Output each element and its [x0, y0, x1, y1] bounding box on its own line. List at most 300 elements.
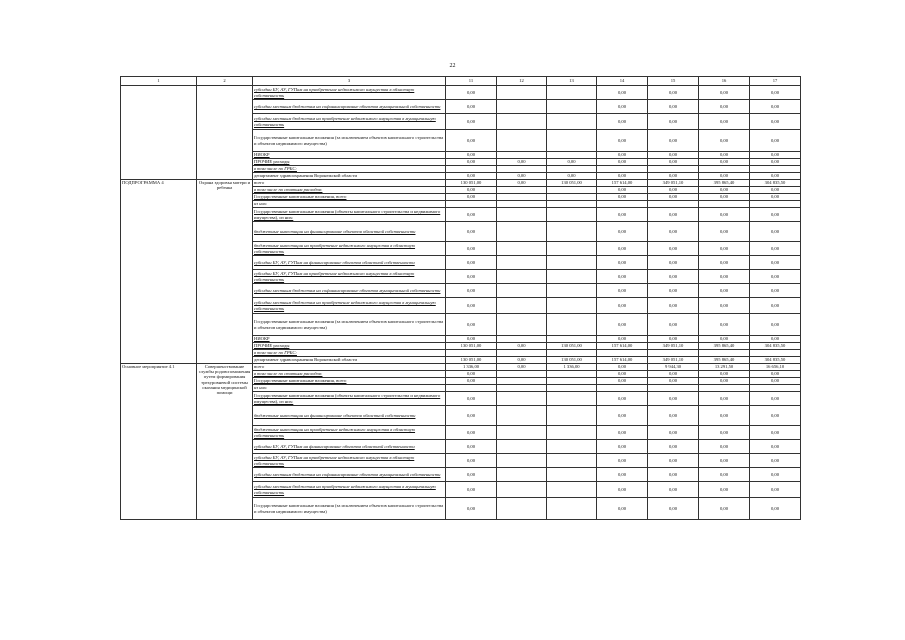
amount-cell: 0,00: [446, 314, 497, 336]
amount-cell: [597, 166, 648, 173]
amount-cell: 0,00: [446, 406, 497, 426]
amount-cell: 130 051,00: [446, 180, 497, 187]
expense-item-label: ПРОЧИЕ расходы: [253, 159, 446, 166]
expense-item-label: в том числе по ГРБС:: [253, 166, 446, 173]
amount-cell: 0,00: [648, 482, 699, 498]
amount-cell: [648, 385, 699, 392]
amount-cell: 0,00: [699, 298, 750, 314]
amount-cell: [547, 222, 597, 242]
amount-cell: [597, 385, 648, 392]
amount-cell: 0,00: [446, 298, 497, 314]
table-body: [121, 86, 801, 520]
amount-cell: [497, 242, 547, 256]
amount-cell: [547, 336, 597, 343]
expense-item-label: субсидии БУ, АУ, ГУПам на приобретение недвижимого имущества в областную собственность: [253, 86, 446, 100]
table-row: [121, 86, 801, 100]
column-header: 3: [253, 77, 446, 86]
amount-cell: 0,00: [699, 284, 750, 298]
amount-cell: 0,00: [597, 222, 648, 242]
expense-item-label: субсидии местным бюджетам на приобретение недвижимого имущества в муниципальную собственность: [253, 298, 446, 314]
amount-cell: 0,00: [750, 426, 801, 440]
amount-cell: [497, 336, 547, 343]
amount-cell: 0,00: [597, 364, 648, 371]
amount-cell: 0,00: [699, 468, 750, 482]
amount-cell: [547, 350, 597, 357]
amount-cell: [497, 152, 547, 159]
amount-cell: [446, 385, 497, 392]
amount-cell: 0,00: [750, 100, 801, 114]
amount-cell: 0,00: [648, 498, 699, 520]
amount-cell: 0,00: [597, 406, 648, 426]
amount-cell: [699, 350, 750, 357]
amount-cell: 0,00: [648, 173, 699, 180]
amount-cell: 0,00: [497, 180, 547, 187]
amount-cell: 0,00: [597, 314, 648, 336]
amount-cell: 0,00: [597, 371, 648, 378]
amount-cell: [597, 350, 648, 357]
amount-cell: 0,00: [750, 482, 801, 498]
amount-cell: [547, 256, 597, 270]
amount-cell: 0,00: [750, 208, 801, 222]
amount-cell: 349 051,10: [648, 357, 699, 364]
amount-cell: 0,00: [597, 284, 648, 298]
amount-cell: 0,00: [750, 378, 801, 385]
amount-cell: [497, 130, 547, 152]
amount-cell: 0,00: [750, 406, 801, 426]
amount-cell: 0,00: [597, 392, 648, 406]
amount-cell: 0,00: [648, 270, 699, 284]
amount-cell: 1 336,00: [547, 364, 597, 371]
amount-cell: 157 614,00: [597, 180, 648, 187]
amount-cell: 130 051,00: [446, 343, 497, 350]
amount-cell: 0,00: [446, 270, 497, 284]
amount-cell: 0,00: [497, 159, 547, 166]
amount-cell: 0,00: [750, 173, 801, 180]
amount-cell: 0,00: [446, 86, 497, 100]
expense-item-label: в том числе по ГРБС:: [253, 350, 446, 357]
amount-cell: 0,00: [446, 468, 497, 482]
amount-cell: 0,00: [648, 371, 699, 378]
amount-cell: [497, 454, 547, 468]
amount-cell: 0,00: [750, 498, 801, 520]
amount-cell: 0,00: [750, 194, 801, 201]
amount-cell: [547, 371, 597, 378]
amount-cell: 0,00: [446, 222, 497, 242]
amount-cell: 0,00: [597, 468, 648, 482]
amount-cell: 0,00: [648, 194, 699, 201]
amount-cell: 0,00: [446, 371, 497, 378]
amount-cell: [547, 152, 597, 159]
amount-cell: 395 865,40: [699, 343, 750, 350]
amount-cell: [597, 201, 648, 208]
column-header: 17: [750, 77, 801, 86]
amount-cell: [497, 114, 547, 130]
amount-cell: 0,00: [597, 208, 648, 222]
amount-cell: 0,00: [446, 426, 497, 440]
amount-cell: 0,00: [648, 208, 699, 222]
expense-item-label: Государственные капитальные вложения (за исключением объектов капитального строительства и объектов недвижимого имущества): [253, 130, 446, 152]
amount-cell: 0,00: [750, 256, 801, 270]
amount-cell: 0,00: [597, 152, 648, 159]
amount-cell: 0,00: [699, 130, 750, 152]
amount-cell: 395 865,40: [699, 357, 750, 364]
amount-cell: [547, 378, 597, 385]
amount-cell: 0,00: [750, 336, 801, 343]
amount-cell: 0,00: [446, 256, 497, 270]
column-header: 13: [547, 77, 597, 86]
amount-cell: 130 051,00: [446, 357, 497, 364]
expense-item-label: субсидии БУ, АУ, ГУПам на финансирование объектов областной собственности: [253, 256, 446, 270]
amount-cell: 0,00: [446, 130, 497, 152]
expense-item-label: Государственные капитальные вложения (объекты капитального строительства и недвижимого имущества), из них:: [253, 208, 446, 222]
amount-cell: 0,00: [699, 426, 750, 440]
amount-cell: 157 614,00: [597, 357, 648, 364]
expense-item-label: субсидии БУ, АУ, ГУПам на финансирование объектов областной собственности: [253, 440, 446, 454]
expense-item-label: Государственные капитальные вложения (объекты капитального строительства и недвижимого имущества), из них:: [253, 392, 446, 406]
amount-cell: 0,00: [648, 242, 699, 256]
amount-cell: 0,00: [597, 194, 648, 201]
amount-cell: [497, 314, 547, 336]
amount-cell: [547, 284, 597, 298]
amount-cell: 0,00: [699, 392, 750, 406]
amount-cell: 0,00: [446, 440, 497, 454]
amount-cell: [497, 194, 547, 201]
amount-cell: 0,00: [597, 100, 648, 114]
amount-cell: [497, 392, 547, 406]
expense-item-label: в том числе по статьям расходов:: [253, 371, 446, 378]
amount-cell: 0,00: [547, 159, 597, 166]
amount-cell: 0,00: [750, 468, 801, 482]
expense-item-label: ПРОЧИЕ расходы: [253, 343, 446, 350]
amount-cell: 0,00: [497, 343, 547, 350]
amount-cell: 0,00: [699, 454, 750, 468]
amount-cell: 0,00: [699, 498, 750, 520]
amount-cell: [547, 385, 597, 392]
expense-item-label: субсидии местным бюджетам на приобретение недвижимого имущества в муниципальную собственность: [253, 482, 446, 498]
column-header: 14: [597, 77, 648, 86]
amount-cell: [699, 166, 750, 173]
amount-cell: 0,00: [750, 187, 801, 194]
program-name: [197, 86, 253, 180]
amount-cell: 0,00: [446, 284, 497, 298]
amount-cell: [497, 187, 547, 194]
amount-cell: 0,00: [597, 256, 648, 270]
amount-cell: [497, 350, 547, 357]
amount-cell: [547, 242, 597, 256]
amount-cell: [497, 378, 547, 385]
page-number: 22: [449, 63, 456, 69]
amount-cell: [547, 498, 597, 520]
amount-cell: 0,00: [699, 222, 750, 242]
amount-cell: [750, 385, 801, 392]
amount-cell: 0,00: [750, 130, 801, 152]
expense-item-label: Государственные капитальные вложения, всего: [253, 378, 446, 385]
amount-cell: 0,00: [446, 152, 497, 159]
expense-item-label: субсидии местным бюджетам на софинансирование объектов муниципальной собственности: [253, 100, 446, 114]
amount-cell: [547, 270, 597, 284]
expense-item-label: в том числе по статьям расходов:: [253, 187, 446, 194]
amount-cell: 0,00: [446, 114, 497, 130]
amount-cell: 0,00: [699, 482, 750, 498]
amount-cell: [497, 498, 547, 520]
amount-cell: 0,00: [648, 298, 699, 314]
amount-cell: 0,00: [648, 440, 699, 454]
amount-cell: 0,00: [597, 298, 648, 314]
amount-cell: 0,00: [597, 114, 648, 130]
amount-cell: 0,00: [597, 242, 648, 256]
amount-cell: [497, 270, 547, 284]
amount-cell: [446, 201, 497, 208]
amount-cell: 0,00: [699, 406, 750, 426]
amount-cell: 0,00: [648, 152, 699, 159]
expense-item-label: субсидии местным бюджетам на приобретение недвижимого имущества в муниципальную собственность: [253, 114, 446, 130]
amount-cell: 0,00: [446, 159, 497, 166]
amount-cell: 0,00: [648, 130, 699, 152]
amount-cell: 0,00: [750, 152, 801, 159]
expense-item-label: субсидии БУ, АУ, ГУПам на приобретение недвижимого имущества в областную собственность: [253, 270, 446, 284]
amount-cell: [547, 468, 597, 482]
column-header: 12: [497, 77, 547, 86]
amount-cell: 0,00: [699, 256, 750, 270]
amount-cell: [547, 406, 597, 426]
amount-cell: [497, 201, 547, 208]
amount-cell: [547, 298, 597, 314]
amount-cell: [547, 201, 597, 208]
amount-cell: [547, 208, 597, 222]
amount-cell: [497, 440, 547, 454]
amount-cell: [547, 86, 597, 100]
amount-cell: 0,00: [446, 208, 497, 222]
amount-cell: 0,00: [446, 498, 497, 520]
amount-cell: 0,00: [750, 114, 801, 130]
column-header: 11: [446, 77, 497, 86]
expense-item-label: НИОКР: [253, 152, 446, 159]
amount-cell: [547, 440, 597, 454]
amount-cell: [497, 482, 547, 498]
amount-cell: [497, 166, 547, 173]
amount-cell: 0,00: [597, 426, 648, 440]
amount-cell: 0,00: [446, 242, 497, 256]
amount-cell: 0,00: [597, 173, 648, 180]
amount-cell: 0,00: [446, 194, 497, 201]
amount-cell: 0,00: [699, 187, 750, 194]
amount-cell: 0,00: [750, 298, 801, 314]
amount-cell: [446, 350, 497, 357]
amount-cell: 0,00: [597, 378, 648, 385]
amount-cell: 0,00: [750, 314, 801, 336]
amount-cell: [497, 100, 547, 114]
amount-cell: 0,00: [597, 86, 648, 100]
column-header: 15: [648, 77, 699, 86]
amount-cell: 0,00: [648, 159, 699, 166]
amount-cell: [648, 166, 699, 173]
amount-cell: 0,00: [648, 114, 699, 130]
expense-item-label: департамент здравоохранения Воронежской области: [253, 357, 446, 364]
amount-cell: [547, 482, 597, 498]
amount-cell: 0,00: [699, 159, 750, 166]
amount-cell: [547, 426, 597, 440]
amount-cell: 0,00: [750, 284, 801, 298]
amount-cell: 0,00: [648, 392, 699, 406]
amount-cell: 0,00: [446, 454, 497, 468]
amount-cell: 0,00: [597, 130, 648, 152]
amount-cell: [547, 392, 597, 406]
amount-cell: 0,00: [699, 173, 750, 180]
amount-cell: [446, 166, 497, 173]
expense-item-label: всего: [253, 180, 446, 187]
amount-cell: [497, 371, 547, 378]
amount-cell: 0,00: [497, 364, 547, 371]
amount-cell: 0,00: [648, 187, 699, 194]
expense-item-label: департамент здравоохранения Воронежской области: [253, 173, 446, 180]
amount-cell: 0,00: [750, 440, 801, 454]
expense-item-label: всего: [253, 364, 446, 371]
amount-cell: [547, 194, 597, 201]
amount-cell: 0,00: [750, 392, 801, 406]
amount-cell: [497, 208, 547, 222]
amount-cell: 130 051,00: [547, 343, 597, 350]
amount-cell: 0,00: [699, 314, 750, 336]
amount-cell: [547, 100, 597, 114]
amount-cell: 0,00: [648, 86, 699, 100]
amount-cell: 13 291,50: [699, 364, 750, 371]
amount-cell: 0,00: [699, 152, 750, 159]
amount-cell: [497, 86, 547, 100]
amount-cell: 0,00: [648, 426, 699, 440]
amount-cell: [547, 454, 597, 468]
amount-cell: [547, 166, 597, 173]
amount-cell: 304 835,50: [750, 357, 801, 364]
amount-cell: 0,00: [597, 187, 648, 194]
amount-cell: 0,00: [750, 371, 801, 378]
amount-cell: 0,00: [648, 314, 699, 336]
amount-cell: [547, 130, 597, 152]
amount-cell: 0,00: [446, 173, 497, 180]
expense-item-label: Государственные капитальные вложения (за исключением объектов капитального строительства и объектов недвижимого имущества): [253, 314, 446, 336]
amount-cell: [497, 426, 547, 440]
amount-cell: [750, 166, 801, 173]
amount-cell: [699, 385, 750, 392]
amount-cell: 0,00: [648, 256, 699, 270]
amount-cell: 16 656,10: [750, 364, 801, 371]
expense-item-label: субсидии местным бюджетам на софинансирование объектов муниципальной собственности: [253, 284, 446, 298]
amount-cell: 0,00: [750, 270, 801, 284]
amount-cell: 0,00: [699, 100, 750, 114]
amount-cell: 9 944,30: [648, 364, 699, 371]
amount-cell: 0,00: [648, 222, 699, 242]
amount-cell: [497, 222, 547, 242]
amount-cell: 0,00: [699, 208, 750, 222]
amount-cell: 0,00: [648, 406, 699, 426]
amount-cell: 0,00: [497, 173, 547, 180]
expense-item-label: бюджетные инвестиции на финансирование объектов областной собственности: [253, 222, 446, 242]
expense-item-label: бюджетные инвестиции на приобретение недвижимого имущества в областную собственность: [253, 426, 446, 440]
amount-cell: 304 835,50: [750, 180, 801, 187]
amount-cell: 349 051,10: [648, 180, 699, 187]
amount-cell: 1 336,00: [446, 364, 497, 371]
header-row: [121, 77, 801, 86]
amount-cell: 0,00: [497, 357, 547, 364]
amount-cell: [750, 350, 801, 357]
expense-item-label: бюджетные инвестиции на финансирование объектов областной собственности: [253, 406, 446, 426]
amount-cell: 395 865,40: [699, 180, 750, 187]
amount-cell: 349 051,10: [648, 343, 699, 350]
amount-cell: 130 051,00: [547, 180, 597, 187]
expense-item-label: бюджетные инвестиции на приобретение недвижимого имущества в областную собственность: [253, 242, 446, 256]
amount-cell: [547, 314, 597, 336]
column-header: 16: [699, 77, 750, 86]
amount-cell: [547, 114, 597, 130]
amount-cell: 0,00: [597, 159, 648, 166]
amount-cell: 0,00: [446, 378, 497, 385]
amount-cell: [547, 187, 597, 194]
amount-cell: 0,00: [699, 86, 750, 100]
expense-item-label: из них:: [253, 385, 446, 392]
amount-cell: 0,00: [446, 100, 497, 114]
amount-cell: [497, 284, 547, 298]
amount-cell: 0,00: [597, 440, 648, 454]
program-code: [121, 86, 197, 180]
amount-cell: 0,00: [547, 173, 597, 180]
amount-cell: [699, 201, 750, 208]
amount-cell: 157 614,00: [597, 343, 648, 350]
amount-cell: 130 051,00: [547, 357, 597, 364]
amount-cell: 0,00: [648, 284, 699, 298]
amount-cell: [497, 406, 547, 426]
expense-item-label: НИОКР: [253, 336, 446, 343]
expense-item-label: субсидии БУ, АУ, ГУПам на приобретение недвижимого имущества в областную собственность: [253, 454, 446, 468]
program-code: Основное мероприятие 4.1: [121, 364, 197, 520]
amount-cell: 0,00: [750, 159, 801, 166]
expense-item-label: из них:: [253, 201, 446, 208]
amount-cell: [750, 201, 801, 208]
amount-cell: [497, 468, 547, 482]
amount-cell: 0,00: [699, 194, 750, 201]
amount-cell: 0,00: [699, 440, 750, 454]
amount-cell: 0,00: [750, 454, 801, 468]
amount-cell: 0,00: [648, 336, 699, 343]
program-name: Совершенствование службы родовспоможения путем формирования трехуровневой системы оказания медицинской помощи: [197, 364, 253, 520]
amount-cell: 0,00: [446, 392, 497, 406]
amount-cell: 0,00: [699, 270, 750, 284]
expense-item-label: Государственные капитальные вложения (за исключением объектов капитального строительства и объектов недвижимого имущества): [253, 498, 446, 520]
amount-cell: 0,00: [699, 336, 750, 343]
amount-cell: 0,00: [597, 454, 648, 468]
amount-cell: 0,00: [750, 86, 801, 100]
amount-cell: 0,00: [699, 371, 750, 378]
amount-cell: [648, 201, 699, 208]
amount-cell: 0,00: [648, 100, 699, 114]
budget-table: [120, 76, 801, 520]
amount-cell: 0,00: [597, 482, 648, 498]
amount-cell: 0,00: [750, 222, 801, 242]
expense-item-label: субсидии местным бюджетам на софинансирование объектов муниципальной собственности: [253, 468, 446, 482]
amount-cell: 0,00: [648, 468, 699, 482]
table-row: [121, 364, 801, 371]
amount-cell: 0,00: [597, 336, 648, 343]
expense-item-label: Государственные капитальные вложения, всего: [253, 194, 446, 201]
amount-cell: 0,00: [699, 242, 750, 256]
amount-cell: 0,00: [648, 454, 699, 468]
amount-cell: 0,00: [699, 378, 750, 385]
amount-cell: 0,00: [597, 270, 648, 284]
amount-cell: 0,00: [446, 482, 497, 498]
column-header: 2: [197, 77, 253, 86]
amount-cell: 0,00: [446, 336, 497, 343]
amount-cell: 0,00: [446, 187, 497, 194]
amount-cell: [497, 385, 547, 392]
program-code: ПОДПРОГРАММА 4: [121, 180, 197, 364]
